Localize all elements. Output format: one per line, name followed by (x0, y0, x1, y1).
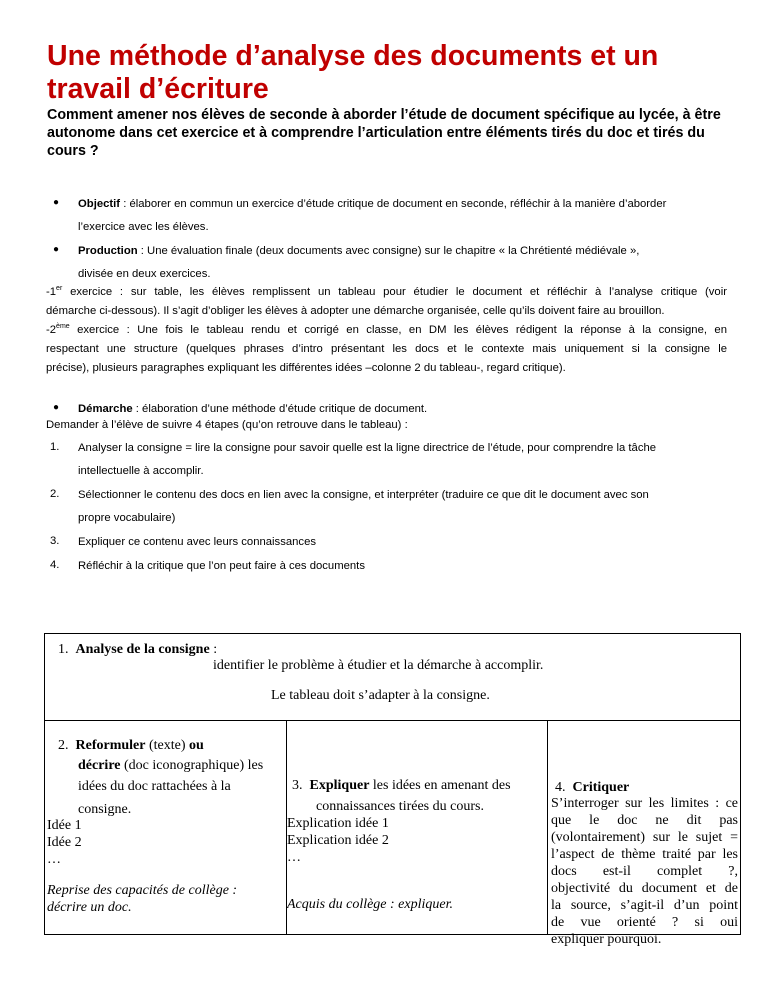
col3-title: 4. Critiquer (555, 780, 630, 795)
demarche-intro: Demander à l’élève de suivre 4 étapes (qu’on retrouve dans le tableau) : (46, 419, 408, 431)
col3-line: docs est-il complet ?, (551, 864, 738, 879)
step-4-line1: Réfléchir à la critique que l’on peut faire à ces documents (78, 560, 365, 572)
col2-note: Acquis du collège : expliquer. (287, 897, 454, 912)
exercise1-line2: démarche ci-dessous). Il s’agit d’obliger les élèves à adopter une démarche organisée, celle qu’ils doivent faire au brouillon. (46, 305, 665, 317)
table-header-step: 1. Analyse de la consigne : (58, 642, 218, 657)
table-header-line2: identifier le problème à étudier et la démarche à accomplir. (213, 658, 544, 673)
exercise1-line1: -1er exercice : sur table, les élèves remplissent un tableau pour étudier le document et réfléchir à l’analyse critique (voir (46, 285, 727, 298)
method-table (44, 633, 741, 947)
col2-exp2: Explication idée 2 (287, 833, 389, 848)
step-2-line2: propre vocabulaire) (78, 512, 176, 524)
col1-idea2: Idée 2 (47, 835, 82, 850)
table-divider (45, 720, 740, 721)
col1-note1: Reprise des capacités de collège : (47, 883, 238, 898)
objectif-line1: Objectif : élaborer en commun un exercice d’étude critique de document en seconde, réfléchir à la manière d’aborder (78, 198, 667, 210)
step-2-line1: Sélectionner le contenu des docs en lien avec la consigne, et interpréter (traduire ce que dit le document avec son (78, 489, 649, 501)
objectif-line2: l’exercice avec les élèves. (78, 221, 209, 233)
col3-line: expliquer pourquoi. (551, 932, 662, 947)
step-number: 3. (50, 535, 60, 547)
step-number: 4. (50, 559, 60, 571)
step-number: 1. (50, 441, 60, 453)
table-header-line3: Le tableau doit s’adapter à la consigne. (271, 688, 490, 703)
page-title: Une méthode d’analyse des documents et un travail d’écriture (47, 40, 659, 105)
step-1-line2: intellectuelle à accomplir. (78, 465, 204, 477)
col1-line4: consigne. (78, 802, 132, 817)
col1-line1: 2. Reformuler (texte) ou (58, 738, 204, 753)
col3-line: que le doc ne dit pas (551, 813, 738, 828)
demarche-line: Démarche : élaboration d’une méthode d’étude critique de document. (78, 403, 428, 415)
col2-line1: 3. Expliquer les idées en amenant des (292, 778, 511, 793)
production-line2: divisée en deux exercices. (78, 268, 211, 280)
col2-exp1: Explication idée 1 (287, 816, 389, 831)
step-number: 2. (50, 488, 60, 500)
col3-line: S’interroger sur les limites : ce (551, 796, 738, 811)
col1-line3: idées du doc rattachées à la (78, 779, 231, 794)
step-1-line1: Analyser la consigne = lire la consigne pour savoir quelle est la ligne directrice de l’étude, pour comprendre la tâche (78, 442, 657, 454)
col3-line: (volontairement) sur le sujet = (551, 830, 738, 845)
col3-line: la source, s’agit-il d’un point (551, 898, 738, 913)
col1-note2: décrire un doc. (47, 900, 132, 915)
production-line1: Production : Une évaluation finale (deux documents avec consigne) sur le chapitre « la Chrétienté médiévale », (78, 245, 640, 257)
col3-line: l’aspect de thème traité par les (551, 847, 738, 862)
bullet-icon: ● (53, 244, 60, 255)
page-subtitle: Comment amener nos élèves de seconde à aborder l’étude de document spécifique au lycée, à être autonome dans cet exercice et à comprendre l’articulation entre éléments tirés du doc et tirés du cours ? (47, 107, 721, 159)
col3-body (551, 795, 738, 948)
col1-ellipsis: … (47, 852, 61, 867)
col1-idea1: Idée 1 (47, 818, 82, 833)
bullet-icon: ● (53, 197, 60, 208)
table-divider (547, 721, 548, 934)
exercise2-line2: respectant une structure (quelques phrases d’intro présentant les docs et le contexte mais uniquement si la consigne le (46, 343, 727, 355)
step-3-line1: Expliquer ce contenu avec leurs connaissances (78, 536, 317, 548)
exercise2-line3: précise), plusieurs paragraphes expliquant les différentes idées –colonne 2 du tableau-, regard critique). (46, 362, 566, 374)
exercise2-line1: -2ème exercice : Une fois le tableau rendu et corrigé en classe, en DM les élèves rédigent la réponse à la consigne, en (46, 323, 727, 336)
col3-line: de vue orienté ? si oui (551, 915, 738, 930)
col2-ellipsis: … (287, 850, 301, 865)
col1-line2: décrire (doc iconographique) les (78, 758, 264, 773)
bullet-icon: ● (53, 402, 60, 413)
col3-line: objectivité du document et de (551, 881, 738, 896)
col2-line2: connaissances tirées du cours. (316, 799, 484, 814)
